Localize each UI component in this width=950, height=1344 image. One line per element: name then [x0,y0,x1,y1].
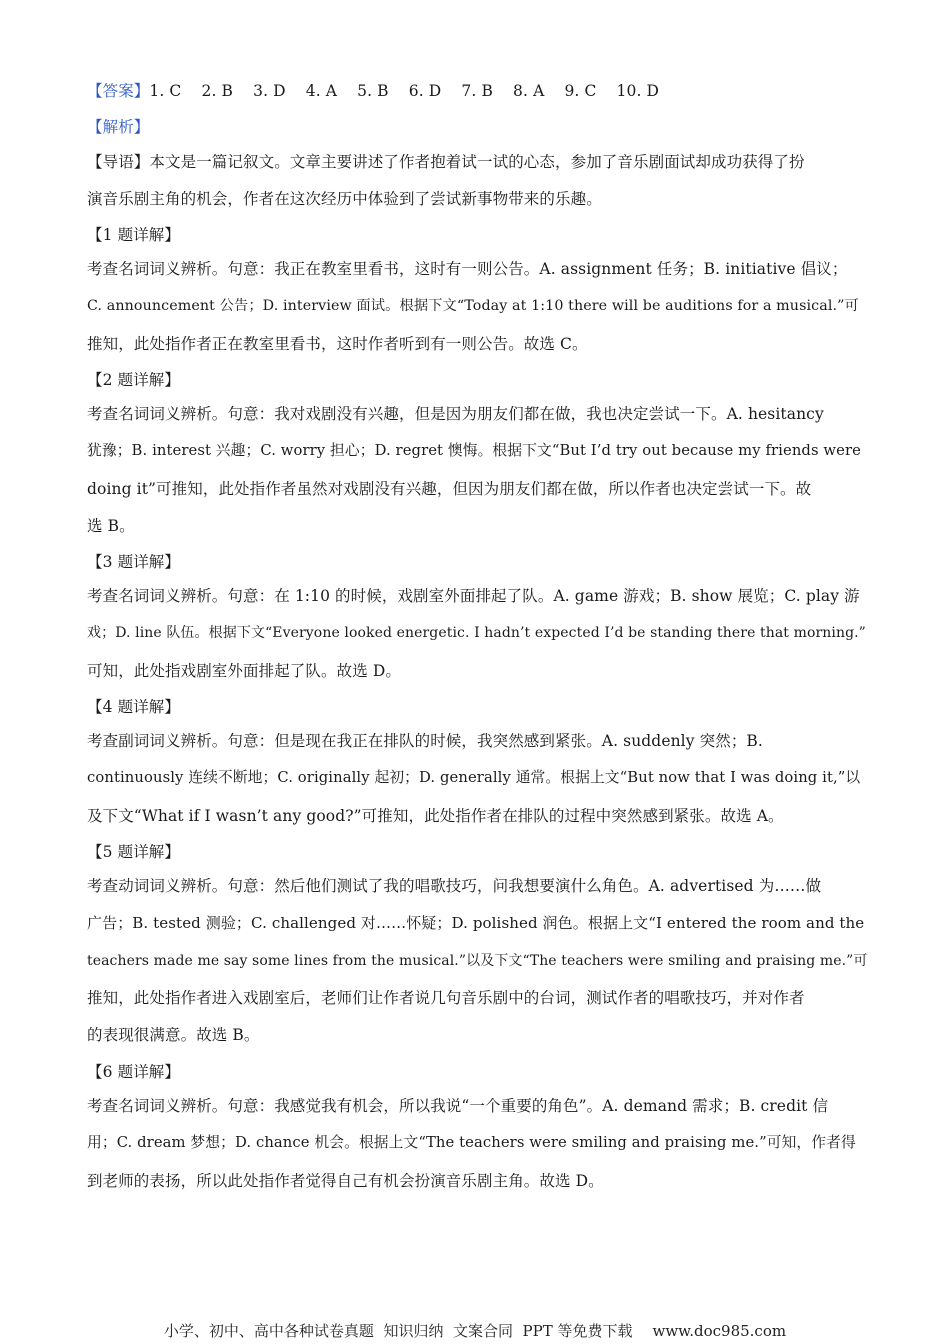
footer-link[interactable]: www.doc985.com [652,1322,787,1340]
q4-line-2: continuously 连续不断地；C. originally 起初；D. generally 通常。根据上文“But now that I was doing it,”以 [87,769,861,786]
q6-line-1: 考查名词词义辨析。句意：我感觉我有机会，所以我说“一个重要的角色”。A. demand 需求；B. credit 信 [87,1097,829,1115]
answer-items: 1. C 2. B 3. D 4. A 5. B 6. D 7. B 8. A 9. C 10. D [149,82,660,100]
q1-line-2: C. announcement 公告；D. interview 面试。根据下文“Today at 1:10 there will be auditions for a musical.”可 [87,298,859,314]
page-footer [0,1320,950,1341]
q5-heading: 【5 题详解】 [87,843,180,861]
q3-line-2: 戏；D. line 队伍。根据下文“Everyone looked energetic. I hadn’t expected I’d be standing there that morning.” [87,625,866,641]
q6-line-2: 用；C. dream 梦想；D. chance 机会。根据上文“The teachers were smiling and praising me.”可知，作者得 [87,1134,856,1151]
answer-line [87,80,868,102]
footer-text: 小学、初中、高中各种试卷真题 知识归纳 文案合同 PPT 等免费下载 [163,1322,633,1340]
q5-line-4: 推知，此处指作者进入戏剧室后，老师们让作者说几句音乐剧中的台词，测试作者的唱歌技巧，并对作者 [87,989,805,1007]
q2-line-1: 考查名词词义辨析。句意：我对戏剧没有兴趣，但是因为朋友们都在做，我也决定尝试一下。A. hesitancy [87,405,824,423]
q5-line-5: 的表现很满意。故选 B。 [87,1026,260,1044]
q2-line-2: 犹豫；B. interest 兴趣；C. worry 担心；D. regret 懊悔。根据下文“But I’d try out because my friends were [87,442,861,459]
q5-line-1: 考查动词词义辨析。句意：然后他们测试了我的唱歌技巧，问我想要演什么角色。A. advertised 为……做 [87,877,822,895]
q2-line-3: doing it”可推知，此处指作者虽然对戏剧没有兴趣，但因为朋友们都在做，所以作者也决定尝试一下。故 [87,480,812,498]
q5-line-3: teachers made me say some lines from the musical.”以及下文“The teachers were smiling and praising me.”可 [87,953,868,969]
intro-line-2: 演音乐剧主角的机会，作者在这次经历中体验到了尝试新事物带来的乐趣。 [87,190,602,208]
q3-line-3: 可知，此处指戏剧室外面排起了队。故选 D。 [87,662,401,680]
answer-label: 【答案】 [87,82,150,100]
q1-line-3: 推知，此处指作者正在教室里看书，这时作者听到有一则公告。故选 C。 [87,335,588,353]
q3-line-1: 考查名词词义辨析。句意：在 1:10 的时候，戏剧室外面排起了队。A. game 游戏；B. show 展览；C. play 游 [87,587,860,605]
q1-line-1: 考查名词词义辨析。句意：我正在教室里看书，这时有一则公告。A. assignment 任务；B. initiative 倡议； [87,260,848,278]
q1-heading: 【1 题详解】 [87,226,180,244]
q5-line-2: 广告；B. tested 测验；C. challenged 对……怀疑；D. polished 润色。根据上文“I entered the room and the [87,914,865,932]
analysis-label: 【解析】 [87,118,150,136]
q2-heading: 【2 题详解】 [87,371,180,389]
q3-heading: 【3 题详解】 [87,553,180,571]
q4-heading: 【4 题详解】 [87,698,180,716]
q4-line-3: 及下文“What if I wasn’t any good?”可推知，此处指作者在排队的过程中突然感到紧张。故选 A。 [87,807,784,825]
q6-heading: 【6 题详解】 [87,1063,180,1081]
intro-line-1: 【导语】本文是一篇记叙文。文章主要讲述了作者抱着试一试的心态，参加了音乐剧面试却成功获得了扮 [87,153,805,171]
q6-line-3: 到老师的表扬，所以此处指作者觉得自己有机会扮演音乐剧主角。故选 D。 [87,1172,604,1190]
q2-line-4: 选 B。 [87,517,135,535]
q4-line-1: 考查副词词义辨析。句意：但是现在我正在排队的时候，我突然感到紧张。A. suddenly 突然；B. [87,732,763,750]
